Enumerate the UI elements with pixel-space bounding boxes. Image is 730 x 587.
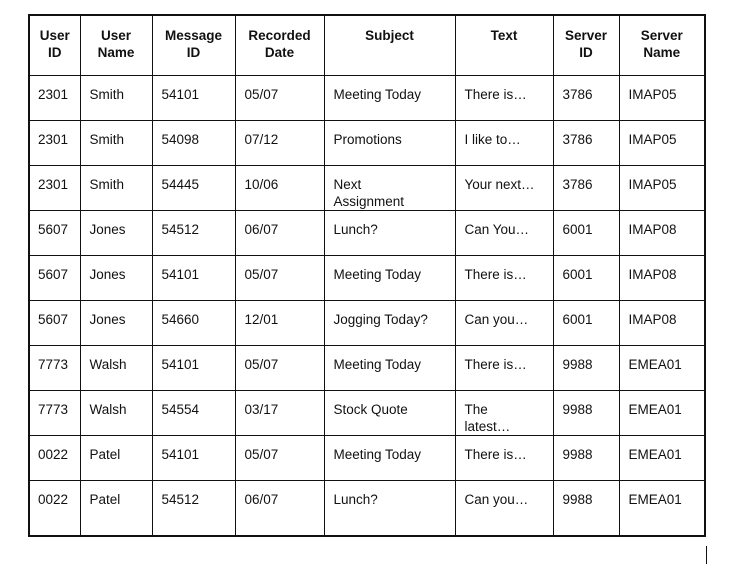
cell-text: Can you… [455,300,553,345]
cell-server-name: EMEA01 [619,480,705,536]
cell-user-id: 5607 [29,300,80,345]
cell-recorded-date: 03/17 [235,390,324,435]
cell-recorded-date: 10/06 [235,165,324,210]
cell-message-id: 54554 [152,390,235,435]
message-table [28,14,706,537]
cell-user-id: 5607 [29,255,80,300]
cell-text: There is… [455,75,553,120]
cell-user-id: 7773 [29,345,80,390]
cell-server-id: 6001 [553,300,619,345]
table-row [29,435,705,480]
table-row [29,480,705,536]
table-row [29,75,705,120]
cell-text: Can you… [455,480,553,536]
cell-server-id: 9988 [553,435,619,480]
cell-subject: Stock Quote [324,390,455,435]
cell-server-id: 9988 [553,345,619,390]
header-recorded-date: Recorded Date [235,15,324,75]
cell-user-name: Patel [80,435,152,480]
table-row [29,210,705,255]
cell-message-id: 54101 [152,345,235,390]
cell-recorded-date: 05/07 [235,345,324,390]
cell-user-id: 0022 [29,480,80,536]
cell-user-id: 2301 [29,120,80,165]
cell-server-name: IMAP05 [619,120,705,165]
cell-recorded-date: 05/07 [235,435,324,480]
cell-message-id: 54101 [152,255,235,300]
cell-text: The latest… [455,390,553,435]
cell-user-name: Smith [80,165,152,210]
cell-text: Can You… [455,210,553,255]
cell-user-name: Smith [80,75,152,120]
header-user-name: User Name [80,15,152,75]
cell-user-id: 0022 [29,435,80,480]
cell-server-name: EMEA01 [619,390,705,435]
header-row [29,15,705,75]
cell-text: I like to… [455,120,553,165]
cell-server-name: EMEA01 [619,345,705,390]
cell-text: Your next… [455,165,553,210]
cell-subject: Meeting Today [324,435,455,480]
cell-recorded-date: 07/12 [235,120,324,165]
cell-user-name: Smith [80,120,152,165]
text-cursor [706,546,707,564]
cell-user-id: 5607 [29,210,80,255]
cell-recorded-date: 05/07 [235,255,324,300]
cell-subject: Jogging Today? [324,300,455,345]
cell-server-name: IMAP08 [619,210,705,255]
cell-server-id: 3786 [553,120,619,165]
cell-user-id: 7773 [29,390,80,435]
cell-message-id: 54101 [152,75,235,120]
table-row [29,300,705,345]
cell-subject: Lunch? [324,480,455,536]
cell-server-name: IMAP05 [619,165,705,210]
cell-recorded-date: 05/07 [235,75,324,120]
cell-subject: Lunch? [324,210,455,255]
cell-user-id: 2301 [29,75,80,120]
table-row [29,345,705,390]
cell-recorded-date: 12/01 [235,300,324,345]
header-user-id: User ID [29,15,80,75]
cell-message-id: 54660 [152,300,235,345]
header-server-id: Server ID [553,15,619,75]
cell-server-id: 9988 [553,390,619,435]
cell-server-id: 9988 [553,480,619,536]
cell-server-id: 6001 [553,210,619,255]
cell-server-name: IMAP08 [619,300,705,345]
cell-user-name: Walsh [80,345,152,390]
cell-recorded-date: 06/07 [235,210,324,255]
cell-recorded-date: 06/07 [235,480,324,536]
cell-user-name: Walsh [80,390,152,435]
cell-text: There is… [455,345,553,390]
cell-server-name: EMEA01 [619,435,705,480]
cell-text: There is… [455,435,553,480]
table-row [29,255,705,300]
cell-user-name: Patel [80,480,152,536]
cell-server-id: 3786 [553,75,619,120]
cell-message-id: 54512 [152,480,235,536]
cell-server-name: IMAP08 [619,255,705,300]
cell-subject: Next Assignment [324,165,455,210]
cell-subject: Promotions [324,120,455,165]
table-row [29,120,705,165]
table-row [29,165,705,210]
cell-subject: Meeting Today [324,345,455,390]
header-text: Text [455,15,553,75]
header-message-id: Message ID [152,15,235,75]
cell-subject: Meeting Today [324,255,455,300]
cell-server-name: IMAP05 [619,75,705,120]
cell-user-name: Jones [80,210,152,255]
cell-text: There is… [455,255,553,300]
cell-message-id: 54101 [152,435,235,480]
cell-message-id: 54445 [152,165,235,210]
cell-server-id: 6001 [553,255,619,300]
table-row [29,390,705,435]
cell-message-id: 54512 [152,210,235,255]
cell-user-name: Jones [80,255,152,300]
header-subject: Subject [324,15,455,75]
header-server-name: Server Name [619,15,705,75]
cell-subject: Meeting Today [324,75,455,120]
cell-user-name: Jones [80,300,152,345]
cell-server-id: 3786 [553,165,619,210]
cell-message-id: 54098 [152,120,235,165]
cell-user-id: 2301 [29,165,80,210]
